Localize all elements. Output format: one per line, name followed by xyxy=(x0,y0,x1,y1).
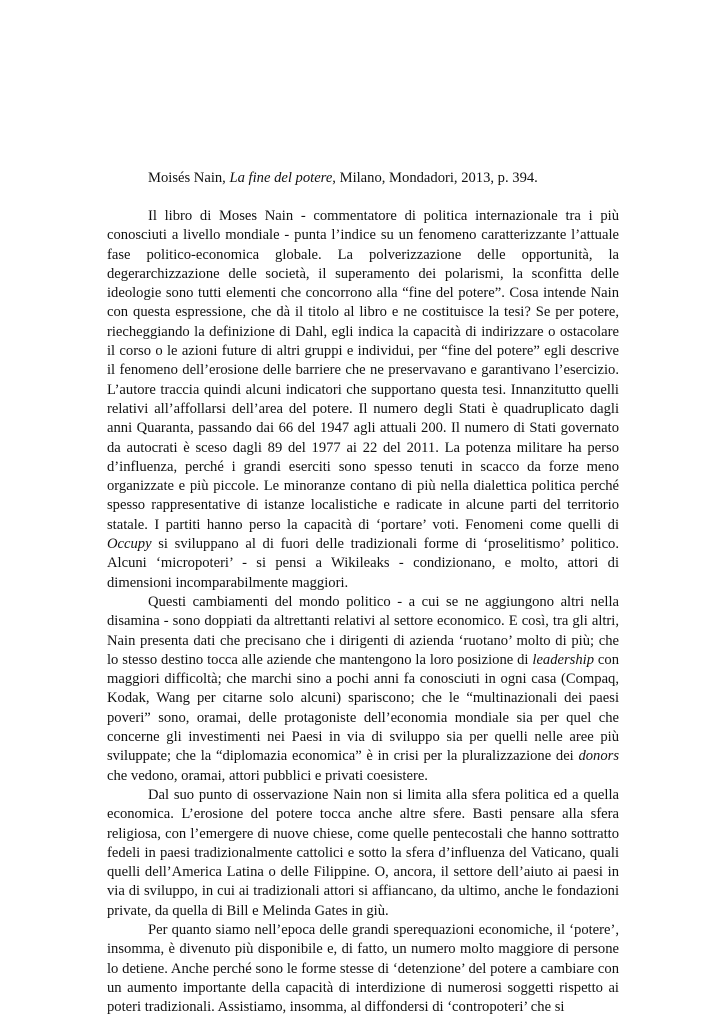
text-segment: con maggiori difficoltà; che marchi sino a pochi anni fa conosciuti in ogni casa (Compaq, Kodak, Wang per citarne solo alcuni) spariscono; che le “multinazionali dei paesi poveri” sono, oramai, delle protagoniste dell’economia mondiale sia per quel che concerne gli investimenti nei Paesi in via di sviluppo sia per quelli nelle aree più sviluppate; che la “diplomazia economica” è in crisi per la pluralizzazione dei xyxy=(107,651,619,765)
italic-term: Occupy xyxy=(107,536,152,553)
paragraph xyxy=(107,207,619,593)
book-citation xyxy=(148,169,618,188)
text-segment: Per quanto siamo nell’epoca delle grandi sperequazioni economiche, il ‘potere’, insomma, è divenuto più disponibile e, di fatto, un numero molto maggiore di persone lo detiene. Anche perché sono le forme stesse di ‘detenzione’ del potere a cambiare con un aumento importante della capacità di interdizione di numerosi soggetti rispetto ai poteri tradizionali. Assistiamo, insomma, al diffondersi di ‘contropoteri’ che si xyxy=(107,921,619,1016)
text-segment: che vedono, oramai, attori pubblici e privati coesistere. xyxy=(107,767,428,784)
text-segment: si sviluppano al di fuori delle tradizionali forme di ‘proselitismo’ politico. Alcuni ‘micropoteri’ - si pensi a Wikileaks - condizionano, e molto, attori di dimensioni incomparabilmente maggiori. xyxy=(107,536,619,591)
text-segment: Dal suo punto di osservazione Nain non si limita alla sfera politica ed a quella economica. L’erosione del potere tocca anche altre sfere. Basti pensare alla sfera religiosa, con l’emergere di nuove chiese, come quelle pentecostali che hanno sottratto fedeli in paesi tradizionalmente cattolici e sotto la sfera d’influenza del Vaticano, quali quelli dell’America Latina o delle Filippine. O, ancora, il settore dell’aiuto ai paesi in via di sviluppo, in cui ai tradizionali attori si affiancano, da ultimo, anche le fondazioni private, da quella di Bill e Melinda Gates in giù. xyxy=(107,786,619,919)
citation-author: Moisés Nain, xyxy=(148,170,230,186)
italic-term: leadership xyxy=(532,651,595,668)
review-body xyxy=(107,207,619,1017)
paragraph xyxy=(107,921,619,1017)
paragraph xyxy=(107,593,619,786)
citation-publication-info: , Milano, Mondadori, 2013, p. 394. xyxy=(332,170,538,186)
citation-book-title: La fine del potere xyxy=(229,170,333,186)
paragraph xyxy=(107,786,619,921)
italic-term: donors xyxy=(578,748,619,765)
text-segment: Il libro di Moses Nain - commentatore di politica internazionale tra i più conosciuti a livello mondiale - punta l’indice su un fenomeno caratterizzante l’attuale fase politico-economica globale. La polverizzazione delle opportunità, la degerarchizzazione delle società, il superamento dei polarismi, la sconfitta delle ideologie sono tutti elementi che concorrono alla “fine del potere”. Cosa intende Nain con questa espressione, che dà il titolo al libro e ne costituisce la tesi? Se per potere, riecheggiando la definizione di Dahl, egli indica la capacità di indirizzare o ostacolare il corso o le azioni future di altri gruppi e individui, per “fine del potere” egli descrive il fenomeno dell’erosione delle barriere che ne preservavano e garantivano l’esercizio. L’autore traccia quindi alcuni indicatori che supportano questa tesi. Innanzitutto quelli relativi all’affollarsi dell’area del potere. Il numero degli Stati è quadruplicato dagli anni Quaranta, passando dai 66 del 1947 agli attuali 200. Il numero di Stati governato da autocrati è sceso dagli 89 del 1977 ai 22 del 2011. La potenza militare ha perso d’influenza, perché i grandi eserciti sono spesso tenuti in scacco da forze meno organizzate e più piccole. Le minoranze contano di più nella dialettica politica perché spesso rappresentative di istanze localistiche e radicate in alcune parti del territorio statale. I partiti hanno perso la capacità di ‘portare’ voti. Fenomeni come quelli di xyxy=(107,208,619,533)
text-segment: Questi cambiamenti del mondo politico - a cui se ne aggiungono altri nella disamina - sono doppiati da altrettanti relativi al settore economico. E così, tra gli altri, Nain presenta dati che precisano che i dirigenti di azienda ‘ruotano’ molto di più; che lo stesso destino tocca alle aziende che mantengono la loro posizione di xyxy=(107,593,619,668)
